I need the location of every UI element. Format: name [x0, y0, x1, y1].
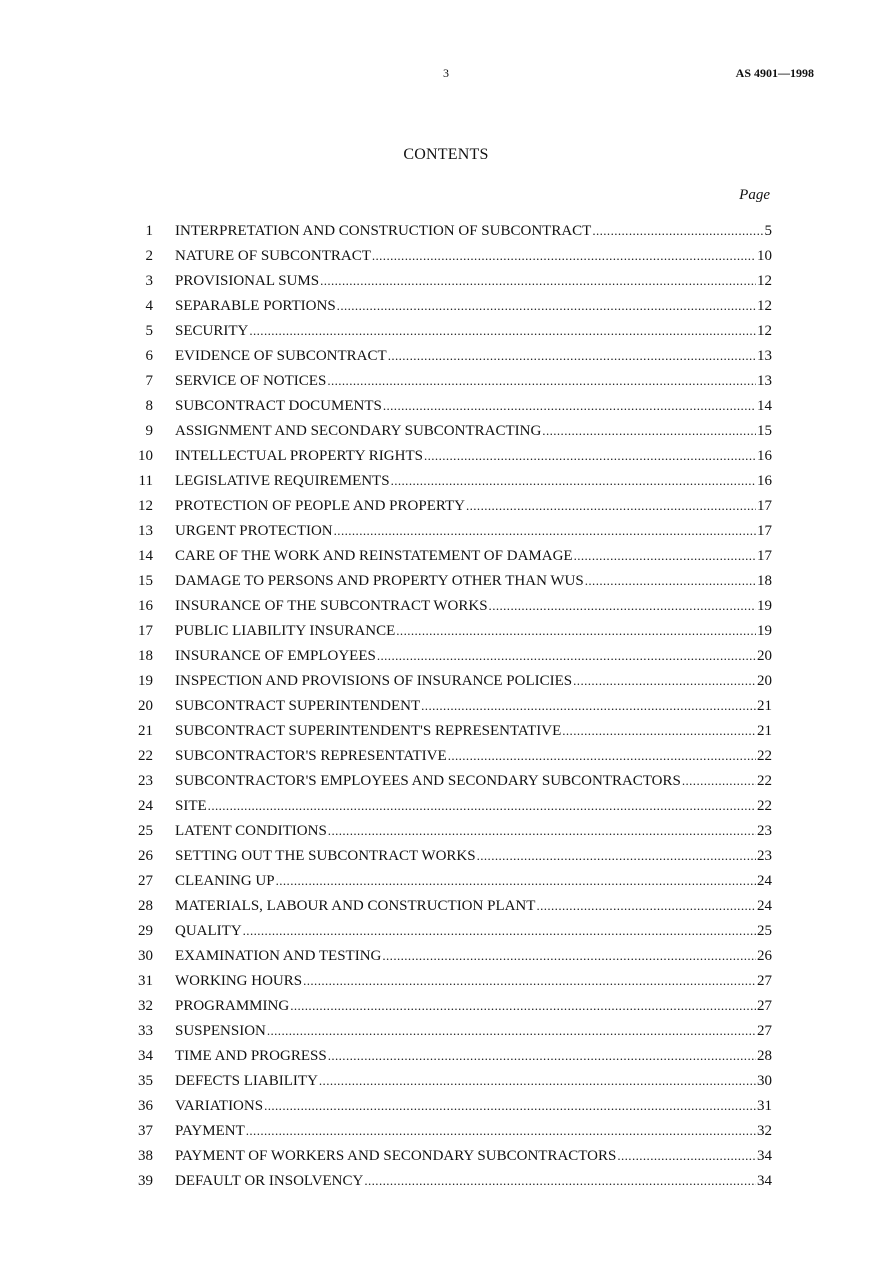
toc-entry-number: 2 [145, 248, 153, 264]
dot-leader [334, 518, 756, 543]
toc-entry [122, 668, 772, 693]
toc-entry [122, 818, 772, 843]
dot-leader [489, 593, 756, 618]
toc-entry [122, 843, 772, 868]
dot-leader [243, 918, 756, 943]
dot-leader [264, 1093, 756, 1118]
toc-entry [122, 768, 772, 793]
toc-entry [122, 1093, 772, 1118]
toc-entry [122, 568, 772, 593]
toc-entry [122, 918, 772, 943]
toc-entry-number: 18 [138, 648, 153, 664]
toc-entry-page: 14 [757, 398, 772, 414]
dot-leader [542, 418, 756, 443]
dot-leader [592, 218, 763, 243]
page-number: 3 [443, 66, 449, 80]
toc-entry [122, 1043, 772, 1068]
toc-entry-number: 21 [138, 723, 153, 739]
dot-leader [585, 568, 756, 593]
toc-entry [122, 793, 772, 818]
toc-entry-label: ASSIGNMENT AND SECONDARY SUBCONTRACTING [175, 423, 542, 439]
dot-leader [383, 393, 756, 418]
toc-entry-number: 34 [138, 1048, 153, 1064]
toc-entry-page: 34 [757, 1148, 772, 1164]
toc-entry [122, 218, 772, 243]
toc-entry-label: SUSPENSION [175, 1023, 266, 1039]
toc-entry-label: LATENT CONDITIONS [175, 823, 327, 839]
toc-entry-page: 34 [757, 1173, 772, 1189]
toc-entry-label: INSURANCE OF THE SUBCONTRACT WORKS [175, 598, 488, 614]
toc-entry [122, 443, 772, 468]
toc-entry-number: 4 [145, 298, 153, 314]
dot-leader [562, 718, 756, 743]
toc-entry-number: 33 [138, 1023, 153, 1039]
dot-leader [327, 368, 756, 393]
toc-entry [122, 893, 772, 918]
dot-leader [364, 1168, 756, 1193]
toc-entry [122, 368, 772, 393]
dot-leader [396, 618, 756, 643]
toc-entry-number: 12 [138, 498, 153, 514]
toc-entry [122, 1068, 772, 1093]
toc-entry-number: 11 [138, 473, 153, 489]
toc-entry-page: 27 [757, 998, 772, 1014]
dot-leader [574, 543, 756, 568]
toc-entry-page: 22 [757, 748, 772, 764]
toc-entry-label: PROTECTION OF PEOPLE AND PROPERTY [175, 498, 465, 514]
toc-entry-number: 38 [138, 1148, 153, 1164]
toc-entry-label: SUBCONTRACTOR'S REPRESENTATIVE [175, 748, 447, 764]
toc-entry-page: 27 [757, 1023, 772, 1039]
dot-leader [448, 743, 756, 768]
toc-entry [122, 593, 772, 618]
toc-entry-number: 24 [138, 798, 153, 814]
toc-entry-label: PAYMENT OF WORKERS AND SECONDARY SUBCONTRACTORS [175, 1148, 617, 1164]
toc-entry-number: 28 [138, 898, 153, 914]
dot-leader [328, 1043, 756, 1068]
toc-entry-number: 19 [138, 673, 153, 689]
toc-entry-number: 3 [145, 273, 153, 289]
toc-entry [122, 393, 772, 418]
toc-entry-page: 21 [757, 723, 772, 739]
toc-entry-page: 24 [757, 873, 772, 889]
toc-entry [122, 943, 772, 968]
dot-leader [388, 343, 756, 368]
toc-entry-page: 13 [757, 348, 772, 364]
toc-entry-label: INSPECTION AND PROVISIONS OF INSURANCE POLICIES [175, 673, 573, 689]
toc-entry-label: SECURITY [175, 323, 249, 339]
toc-entry [122, 493, 772, 518]
toc-entry-number: 17 [138, 623, 153, 639]
toc-entry-number: 31 [138, 973, 153, 989]
toc-entry-label: PROVISIONAL SUMS [175, 273, 320, 289]
toc-entry-page: 17 [757, 523, 772, 539]
toc-entry-number: 14 [138, 548, 153, 564]
toc-entry-label: INSURANCE OF EMPLOYEES [175, 648, 376, 664]
toc-entry-number: 27 [138, 873, 153, 889]
toc-entry-number: 15 [138, 573, 153, 589]
toc-entry [122, 318, 772, 343]
dot-leader [377, 643, 756, 668]
page-title: CONTENTS [403, 146, 489, 163]
toc-entry-label: CLEANING UP [175, 873, 275, 889]
dot-leader [328, 818, 756, 843]
toc-entry-page: 23 [757, 823, 772, 839]
dot-leader [477, 843, 756, 868]
toc-entry-number: 20 [138, 698, 153, 714]
dot-leader [573, 668, 756, 693]
dot-leader [372, 243, 756, 268]
toc-entry [122, 343, 772, 368]
toc-entry-label: LEGISLATIVE REQUIREMENTS [175, 473, 390, 489]
toc-entry [122, 968, 772, 993]
toc-entry-page: 12 [757, 298, 772, 314]
dot-leader [391, 468, 756, 493]
toc-entry [122, 518, 772, 543]
toc-entry-label: TIME AND PROGRESS [175, 1048, 327, 1064]
toc-entry-page: 16 [757, 473, 772, 489]
toc-entry-page: 32 [757, 1123, 772, 1139]
toc-entry [122, 543, 772, 568]
toc-entry-label: VARIATIONS [175, 1098, 264, 1114]
toc-entry-page: 22 [757, 798, 772, 814]
toc-entry [122, 293, 772, 318]
toc-entry-number: 7 [145, 373, 153, 389]
toc-entry-number: 25 [138, 823, 153, 839]
toc-entry [122, 1143, 772, 1168]
dot-leader [208, 793, 756, 818]
dot-leader [682, 768, 756, 793]
toc-entry-number: 22 [138, 748, 153, 764]
toc-entry-page: 25 [757, 923, 772, 939]
toc-entry-label: SETTING OUT THE SUBCONTRACT WORKS [175, 848, 476, 864]
toc-entry [122, 1168, 772, 1193]
toc-entry [122, 693, 772, 718]
toc-entry-number: 5 [145, 323, 153, 339]
standard-id: AS 4901—1998 [735, 66, 814, 80]
toc-entry-label: URGENT PROTECTION [175, 523, 333, 539]
toc-entry-number: 39 [138, 1173, 153, 1189]
toc-entry-label: MATERIALS, LABOUR AND CONSTRUCTION PLANT [175, 898, 536, 914]
toc-entry [122, 418, 772, 443]
toc-entry-label: SERVICE OF NOTICES [175, 373, 327, 389]
toc-entry-number: 13 [138, 523, 153, 539]
toc-entry-number: 26 [138, 848, 153, 864]
dot-leader [246, 1118, 756, 1143]
toc-entry-page: 19 [757, 623, 772, 639]
toc-entry-page: 17 [757, 548, 772, 564]
toc-entry-label: SITE [175, 798, 207, 814]
toc-entry-label: PAYMENT [175, 1123, 245, 1139]
dot-leader [424, 443, 756, 468]
dot-leader [267, 1018, 756, 1043]
toc-entry-page: 16 [757, 448, 772, 464]
toc-entry-label: NATURE OF SUBCONTRACT [175, 248, 371, 264]
toc-entry-page: 28 [757, 1048, 772, 1064]
dot-leader [382, 943, 756, 968]
dot-leader [536, 893, 756, 918]
toc-entry [122, 743, 772, 768]
dot-leader [249, 318, 756, 343]
toc-entry-page: 24 [757, 898, 772, 914]
toc-entry-page: 30 [757, 1073, 772, 1089]
dot-leader [320, 268, 756, 293]
toc-entry-label: INTELLECTUAL PROPERTY RIGHTS [175, 448, 423, 464]
toc-entry-page: 15 [757, 423, 772, 439]
toc-entry-page: 12 [757, 273, 772, 289]
toc-entry-page: 18 [757, 573, 772, 589]
toc-entry-number: 35 [138, 1073, 153, 1089]
toc-entry-number: 16 [138, 598, 153, 614]
toc-entry-page: 17 [757, 498, 772, 514]
toc-entry-label: EVIDENCE OF SUBCONTRACT [175, 348, 387, 364]
toc-entry-label: PROGRAMMING [175, 998, 290, 1014]
toc-entry-number: 36 [138, 1098, 153, 1114]
dot-leader [337, 293, 756, 318]
toc-entry [122, 718, 772, 743]
dot-leader [319, 1068, 756, 1093]
toc-entry-number: 8 [145, 398, 153, 414]
toc-entry-page: 10 [757, 248, 772, 264]
toc-entry [122, 1018, 772, 1043]
dot-leader [290, 993, 756, 1018]
toc-entry-page: 22 [757, 773, 772, 789]
toc-entry-page: 19 [757, 598, 772, 614]
toc-entry [122, 868, 772, 893]
toc-entry [122, 268, 772, 293]
toc-entry [122, 243, 772, 268]
toc-entry-label: CARE OF THE WORK AND REINSTATEMENT OF DAMAGE [175, 548, 573, 564]
page-column-label: Page [739, 187, 770, 203]
toc-entry-page: 23 [757, 848, 772, 864]
toc-entry-page: 20 [757, 648, 772, 664]
toc-entry-number: 32 [138, 998, 153, 1014]
toc-entry-page: 26 [757, 948, 772, 964]
toc-entry-label: INTERPRETATION AND CONSTRUCTION OF SUBCONTRACT [175, 223, 592, 239]
toc-entry-number: 29 [138, 923, 153, 939]
toc-entry [122, 1118, 772, 1143]
toc-entry-number: 9 [145, 423, 153, 439]
toc-entry-number: 23 [138, 773, 153, 789]
toc-entry-number: 10 [138, 448, 153, 464]
dot-leader [276, 868, 756, 893]
toc-entry-label: DEFAULT OR INSOLVENCY [175, 1173, 364, 1189]
toc-entry-label: QUALITY [175, 923, 242, 939]
toc-entry-label: DEFECTS LIABILITY [175, 1073, 318, 1089]
toc-entry-page: 21 [757, 698, 772, 714]
toc-entry-label: WORKING HOURS [175, 973, 303, 989]
toc-entry-page: 20 [757, 673, 772, 689]
toc-entry-label: SUBCONTRACT SUPERINTENDENT [175, 698, 421, 714]
toc-entry-page: 31 [757, 1098, 772, 1114]
dot-leader [466, 493, 756, 518]
toc-entry-label: SEPARABLE PORTIONS [175, 298, 336, 314]
table-of-contents [122, 218, 772, 1193]
toc-entry-label: SUBCONTRACTOR'S EMPLOYEES AND SECONDARY SUBCONTRACTORS [175, 773, 681, 789]
toc-entry-page: 12 [757, 323, 772, 339]
toc-entry-number: 6 [145, 348, 153, 364]
toc-entry-number: 1 [145, 223, 153, 239]
toc-entry-page: 27 [757, 973, 772, 989]
toc-entry-label: DAMAGE TO PERSONS AND PROPERTY OTHER THAN WUS [175, 573, 584, 589]
toc-entry-label: PUBLIC LIABILITY INSURANCE [175, 623, 396, 639]
toc-entry-page: 5 [764, 223, 772, 239]
toc-entry-label: EXAMINATION AND TESTING [175, 948, 382, 964]
toc-entry [122, 993, 772, 1018]
toc-entry-number: 30 [138, 948, 153, 964]
toc-entry-label: SUBCONTRACT SUPERINTENDENT'S REPRESENTATIVE [175, 723, 562, 739]
toc-entry-page: 13 [757, 373, 772, 389]
toc-entry-number: 37 [138, 1123, 153, 1139]
toc-entry [122, 643, 772, 668]
dot-leader [303, 968, 756, 993]
toc-entry [122, 618, 772, 643]
dot-leader [617, 1143, 756, 1168]
dot-leader [421, 693, 756, 718]
toc-entry-label: SUBCONTRACT DOCUMENTS [175, 398, 382, 414]
toc-entry [122, 468, 772, 493]
